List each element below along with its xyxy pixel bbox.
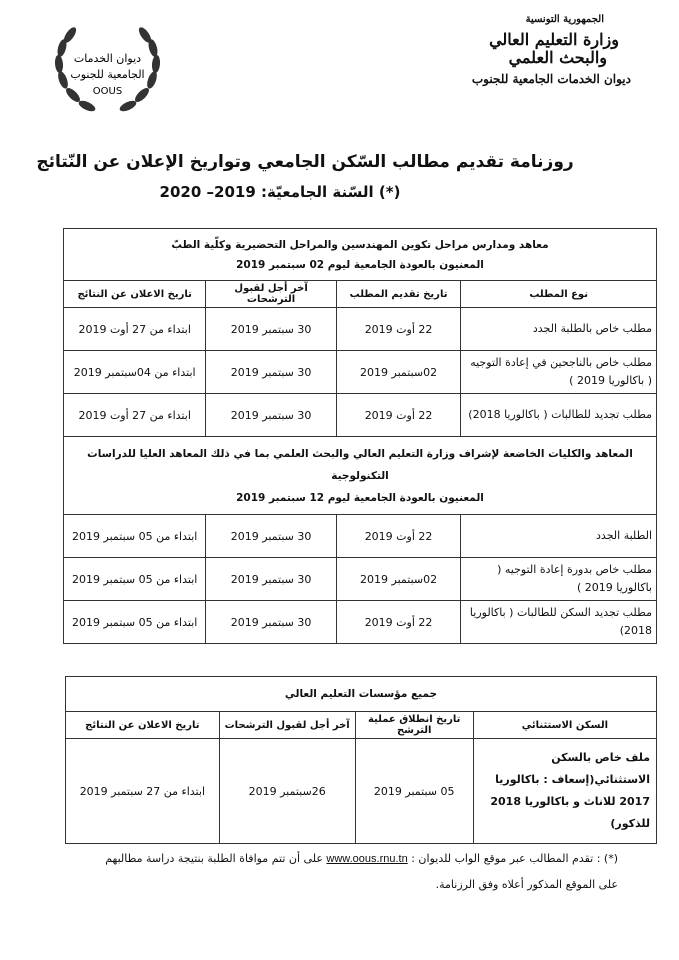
table-row: الطلبة الجدد 22 أوت 2019 30 سبتمبر 2019 ابتداء من 05 سبتمبر 2019 [64, 515, 657, 558]
logo-line2: الجامعية للجنوب [70, 68, 145, 81]
footnote [28, 846, 618, 898]
table-row: مطلب تجديد السكن للطالبات ( باكالوريا 2018) 22 أوت 2019 30 سبتمبر 2019 ابتداء من 05 سبتمبر 2019 [64, 601, 657, 644]
col-results: تاريخ الاعلان عن النتائج [64, 281, 206, 308]
academic-year: السّنة الجامعيّة: 2019– 2020 (*) [159, 183, 401, 201]
section2-heading: المعاهد والكليات الخاضعة لإشراف وزارة التعليم العالي والبحث العلمي بما في ذلك المعاهد العليا للدراسات التكنولوجية المعنيون بالعودة الجامعية ليوم 12 سبتمبر 2019 [64, 437, 657, 515]
table2-section-heading: جميع مؤسسات التعليم العالي [66, 677, 657, 712]
table-row: ملف خاص بالسكن الاستثنائي(إسعاف : باكالوريا 2017 للاناث و باكالوريا 2018 للذكور) 05 سبتمبر 2019 26سبتمبر 2019 ابتداء من 27 سبتمبر 2019 [66, 739, 657, 844]
schedule-table-2 [65, 676, 657, 844]
col-type: نوع المطلب [461, 281, 657, 308]
footnote-prefix: (*) : تقدم المطالب عبر موقع الواب للديوان : [411, 852, 618, 865]
schedule-table-1 [63, 228, 657, 644]
website-link[interactable]: www.oous.rnu.tn [326, 853, 408, 865]
office-name: ديوان الخدمات الجامعية للجنوب [471, 72, 631, 86]
col-deadline: آخر أجل لقبول الترشحات [206, 281, 336, 308]
section1-heading: معاهد ومدارس مراحل تكوين المهندسين والمراحل التحضيرية وكلّية الطبّ المعنيون بالعودة الجامعية ليوم 02 سبتمبر 2019 [64, 229, 657, 281]
table-row: مطلب خاص بالطلبة الجدد 22 أوت 2019 30 سبتمبر 2019 ابتداء من 27 أوت 2019 [64, 308, 657, 351]
col-submit: تاريخ تقديم المطلب [336, 281, 461, 308]
logo-line1: ديوان الخدمات [73, 52, 142, 65]
logo-abbr: OOUS [92, 86, 123, 97]
table-row: مطلب خاص بالناجحين في إعادة التوجيه ( باكالوريا 2019 ) 02سبتمبر 2019 30 سبتمبر 2019 ابتداء من 04سبتمبر 2019 [64, 351, 657, 394]
table-row: مطلب خاص بدورة إعادة التوجيه ( باكالوريا 2019 ) 02سبتمبر 2019 30 سبتمبر 2019 ابتداء من 05 سبتمبر 2019 [64, 558, 657, 601]
ministry-line2: والبحث العلمي [508, 48, 607, 67]
footnote-line2: على الموقع المذكور أعلاه وفق الرزنامة. [435, 878, 618, 891]
republic-label: الجمهورية التونسية [525, 14, 604, 25]
ministry-line1: وزارة التعليم العالي [489, 30, 619, 49]
page-title: روزنامة تقديم مطالب السّكن الجامعي وتواريخ الإعلان عن النّتائج [36, 152, 574, 172]
footnote-suffix: على أن تتم موافاة الطلبة بنتيجة دراسة مطالبهم [105, 852, 323, 865]
table-row: مطلب تجديد للطالبات ( باكالوريا 2018) 22 أوت 2019 30 سبتمبر 2019 ابتداء من 27 أوت 2019 [64, 394, 657, 437]
table-header-row [64, 281, 657, 308]
ous-logo [45, 20, 170, 125]
table-header-row: السكن الاستثنائي تاريخ انطلاق عملية الترشح آخر أجل لقبول الترشحات تاريخ الاعلان عن النتائج [66, 712, 657, 739]
